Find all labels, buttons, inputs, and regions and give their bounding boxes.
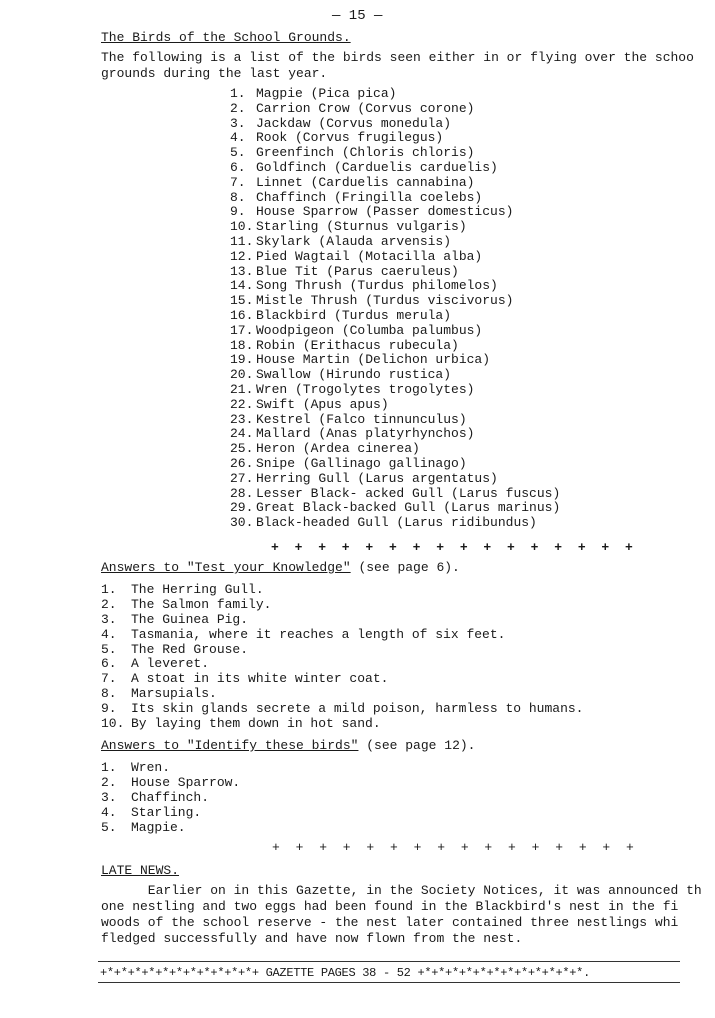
bird-list-item (230, 398, 560, 413)
test-knowledge-suffix: (see page 6). (350, 560, 460, 575)
bird-list-item-text: Rook (Corvus frugilegus) (256, 130, 444, 146)
bird-list (230, 87, 560, 531)
bird-list-item-text: Kestrel (Falco tinnunculus) (256, 411, 467, 427)
test-knowledge-answer-number: 2. (101, 596, 117, 612)
bird-list-item-text: Lesser Black- acked Gull (Larus fuscus) (256, 485, 561, 501)
separator-2: + + + + + + + + + + + + + + + + (272, 840, 638, 855)
test-knowledge-answer-number: 8. (101, 686, 117, 702)
bird-list-item-number: 19. (230, 352, 254, 368)
bird-list-item-number: 14. (230, 278, 254, 294)
bird-list-item (230, 501, 560, 516)
test-knowledge-answer-text: By laying them down in hot sand. (131, 716, 381, 732)
bird-list-item-number: 29. (230, 500, 254, 516)
bird-list-item-number: 26. (230, 455, 254, 471)
bird-list-item-number: 23. (230, 411, 254, 427)
bird-list-item-text: Heron (Ardea cinerea) (256, 441, 420, 457)
bird-list-item (230, 131, 560, 146)
birds-intro-line-1: The following is a list of the birds seen either in or flying over the schoo (101, 50, 694, 65)
test-knowledge-answer (101, 687, 583, 702)
test-knowledge-answer-text: A leveret. (131, 656, 210, 672)
late-news-line-4: fledged successfully and have now flown from the nest. (101, 931, 523, 946)
bird-list-item-number: 20. (230, 367, 254, 383)
bird-list-item-number: 3. (230, 115, 246, 131)
test-knowledge-answer (101, 598, 583, 613)
bird-list-item-text: Mistle Thrush (Turdus viscivorus) (256, 293, 514, 309)
bird-list-item-text: Goldfinch (Carduelis carduelis) (256, 159, 498, 175)
bird-list-item-text: Mallard (Anas platyrhynchos) (256, 426, 475, 442)
bird-list-item (230, 309, 560, 324)
bird-list-item (230, 279, 560, 294)
bird-list-item-number: 18. (230, 337, 254, 353)
test-knowledge-answer-number: 9. (101, 701, 117, 717)
bird-list-item (230, 353, 560, 368)
bird-list-item-number: 10. (230, 219, 254, 235)
late-news-line-2: one nestling and two eggs had been found in the Blackbird's nest in the fi (101, 899, 679, 914)
bird-list-item-number: 17. (230, 322, 254, 338)
test-knowledge-answer-text: The Salmon family. (131, 596, 272, 612)
bird-list-item (230, 146, 560, 161)
bird-list-item-text: Starling (Sturnus vulgaris) (256, 219, 467, 235)
bird-list-item-number: 15. (230, 293, 254, 309)
test-knowledge-answer-number: 7. (101, 671, 117, 687)
bird-list-item-text: Great Black-backed Gull (Larus marinus) (256, 500, 561, 516)
footer-rule-bottom (98, 982, 680, 983)
bird-list-item-text: Black-headed Gull (Larus ridibundus) (256, 515, 537, 531)
test-knowledge-answer (101, 702, 583, 717)
identify-birds-answer-number: 1. (101, 760, 117, 775)
bird-list-item-number: 25. (230, 441, 254, 457)
bird-list-item (230, 442, 560, 457)
bird-list-item-number: 2. (230, 100, 246, 116)
test-knowledge-answer-number: 10. (101, 716, 125, 732)
bird-list-item-text: Woodpigeon (Columba palumbus) (256, 322, 483, 338)
separator-1: + + + + + + + + + + + + + + + + (271, 540, 637, 555)
test-knowledge-heading-row (101, 560, 460, 575)
bird-list-item (230, 339, 560, 354)
test-knowledge-answer-text: Its skin glands secrete a mild poison, harmless to humans. (131, 701, 584, 717)
bird-list-item-text: Greenfinch (Chloris chloris) (256, 145, 475, 161)
bird-list-item (230, 117, 560, 132)
bird-list-item-number: 1. (230, 86, 246, 101)
bird-list-item-text: Wren (Trogolytes trogolytes) (256, 381, 475, 397)
identify-birds-answer-text: Starling. (131, 804, 202, 820)
late-news-heading: LATE NEWS. (101, 863, 180, 878)
test-knowledge-answer (101, 672, 583, 687)
test-knowledge-answer (101, 613, 583, 628)
bird-list-item-text: Herring Gull (Larus argentatus) (256, 470, 498, 486)
bird-list-item-text: Chaffinch (Fringilla coelebs) (256, 189, 483, 205)
identify-birds-answer (101, 761, 240, 776)
bird-list-item-number: 30. (230, 515, 254, 531)
test-knowledge-answer (101, 657, 583, 672)
bird-list-item (230, 235, 560, 250)
bird-list-item-number: 27. (230, 470, 254, 486)
bird-list-item-number: 28. (230, 485, 254, 501)
test-knowledge-answer-text: Tasmania, where it reaches a length of six feet. (131, 626, 506, 642)
bird-list-item-number: 7. (230, 174, 246, 190)
test-knowledge-answer (101, 643, 583, 658)
identify-birds-heading-row (101, 738, 475, 753)
bird-list-item (230, 368, 560, 383)
identify-birds-answer-number: 5. (101, 819, 117, 835)
bird-list-item-text: Linnet (Carduelis cannabina) (256, 174, 475, 190)
bird-list-item-text: Pied Wagtail (Motacilla alba) (256, 248, 483, 264)
bird-list-item (230, 205, 560, 220)
page-number: — 15 — (332, 8, 383, 24)
identify-birds-answer (101, 791, 240, 806)
bird-list-item (230, 516, 560, 531)
bird-list-item (230, 457, 560, 472)
bird-list-item (230, 191, 560, 206)
bird-list-item (230, 265, 560, 280)
test-knowledge-answer-text: A stoat in its white winter coat. (131, 671, 389, 687)
bird-list-item-number: 22. (230, 396, 254, 412)
bird-list-item (230, 383, 560, 398)
bird-list-item (230, 250, 560, 265)
birds-intro-line-2: grounds during the last year. (101, 66, 328, 81)
identify-birds-answer (101, 821, 240, 836)
bird-list-item-number: 5. (230, 145, 246, 161)
bird-list-item-text: Jackdaw (Corvus monedula) (256, 115, 452, 131)
bird-list-item (230, 220, 560, 235)
bird-list-item (230, 487, 560, 502)
test-knowledge-answers (101, 583, 583, 732)
bird-list-item-text: Skylark (Alauda arvensis) (256, 233, 452, 249)
bird-list-item-text: Snipe (Gallinago gallinago) (256, 455, 467, 471)
test-knowledge-answer-number: 1. (101, 582, 117, 597)
identify-birds-answer-number: 4. (101, 804, 117, 820)
bird-list-item-text: Swift (Apus apus) (256, 396, 389, 412)
bird-list-item (230, 176, 560, 191)
test-knowledge-answer-number: 5. (101, 641, 117, 657)
identify-birds-answer-text: House Sparrow. (131, 774, 241, 790)
test-knowledge-answer-number: 4. (101, 626, 117, 642)
test-knowledge-answer-number: 6. (101, 656, 117, 672)
test-knowledge-answer (101, 628, 583, 643)
identify-birds-answer-text: Chaffinch. (131, 789, 210, 805)
identify-birds-answers (101, 761, 240, 835)
late-news-line-3: woods of the school reserve - the nest later contained three nestlings whi (101, 915, 679, 930)
test-knowledge-answer (101, 717, 583, 732)
test-knowledge-heading: Answers to "Test your Knowledge" (101, 560, 351, 575)
test-knowledge-answer (101, 583, 583, 598)
bird-list-item (230, 427, 560, 442)
bird-list-item (230, 294, 560, 309)
identify-birds-answer-number: 2. (101, 774, 117, 790)
bird-list-item (230, 161, 560, 176)
bird-list-item-number: 12. (230, 248, 254, 264)
bird-list-item (230, 102, 560, 117)
bird-list-item-text: Blackbird (Turdus merula) (256, 307, 452, 323)
bird-list-item (230, 87, 560, 102)
identify-birds-suffix: (see page 12). (358, 738, 476, 753)
footer-rule-top (98, 961, 680, 962)
identify-birds-answer (101, 776, 240, 791)
bird-list-item-text: Swallow (Hirundo rustica) (256, 367, 452, 383)
identify-birds-answer-text: Magpie. (131, 819, 186, 835)
test-knowledge-answer-number: 3. (101, 611, 117, 627)
bird-list-item-text: House Sparrow (Passer domesticus) (256, 204, 514, 220)
bird-list-item (230, 413, 560, 428)
bird-list-item-text: Robin (Erithacus rubecula) (256, 337, 459, 353)
footer-banner: +*+*+*+*+*+*+*+*+*+*+*+ GAZETTE PAGES 38 - 52 +*+*+*+*+*+*+*+*+*+*+*+*. (100, 966, 590, 980)
bird-list-item-number: 16. (230, 307, 254, 323)
bird-list-item (230, 324, 560, 339)
test-knowledge-answer-text: The Herring Gull. (131, 582, 264, 597)
bird-list-item-number: 6. (230, 159, 246, 175)
bird-list-item-number: 9. (230, 204, 246, 220)
late-news-line-1: Earlier on in this Gazette, in the Society Notices, it was announced th (101, 883, 702, 898)
bird-list-item-number: 21. (230, 381, 254, 397)
bird-list-item-text: Blue Tit (Parus caeruleus) (256, 263, 459, 279)
bird-list-item-text: Carrion Crow (Corvus corone) (256, 100, 475, 116)
bird-list-item-text: House Martin (Delichon urbica) (256, 352, 491, 368)
bird-list-item-number: 13. (230, 263, 254, 279)
bird-list-item-number: 4. (230, 130, 246, 146)
test-knowledge-answer-text: Marsupials. (131, 686, 217, 702)
bird-list-item-number: 11. (230, 233, 254, 249)
test-knowledge-answer-text: The Guinea Pig. (131, 611, 249, 627)
bird-list-item (230, 472, 560, 487)
bird-list-item-number: 8. (230, 189, 246, 205)
identify-birds-answer-text: Wren. (131, 760, 171, 775)
bird-list-item-number: 24. (230, 426, 254, 442)
identify-birds-answer-number: 3. (101, 789, 117, 805)
test-knowledge-answer-text: The Red Grouse. (131, 641, 249, 657)
bird-list-item-text: Song Thrush (Turdus philomelos) (256, 278, 498, 294)
identify-birds-answer (101, 806, 240, 821)
bird-list-item-text: Magpie (Pica pica) (256, 86, 397, 101)
birds-heading: The Birds of the School Grounds. (101, 30, 351, 45)
identify-birds-heading: Answers to "Identify these birds" (101, 738, 359, 753)
